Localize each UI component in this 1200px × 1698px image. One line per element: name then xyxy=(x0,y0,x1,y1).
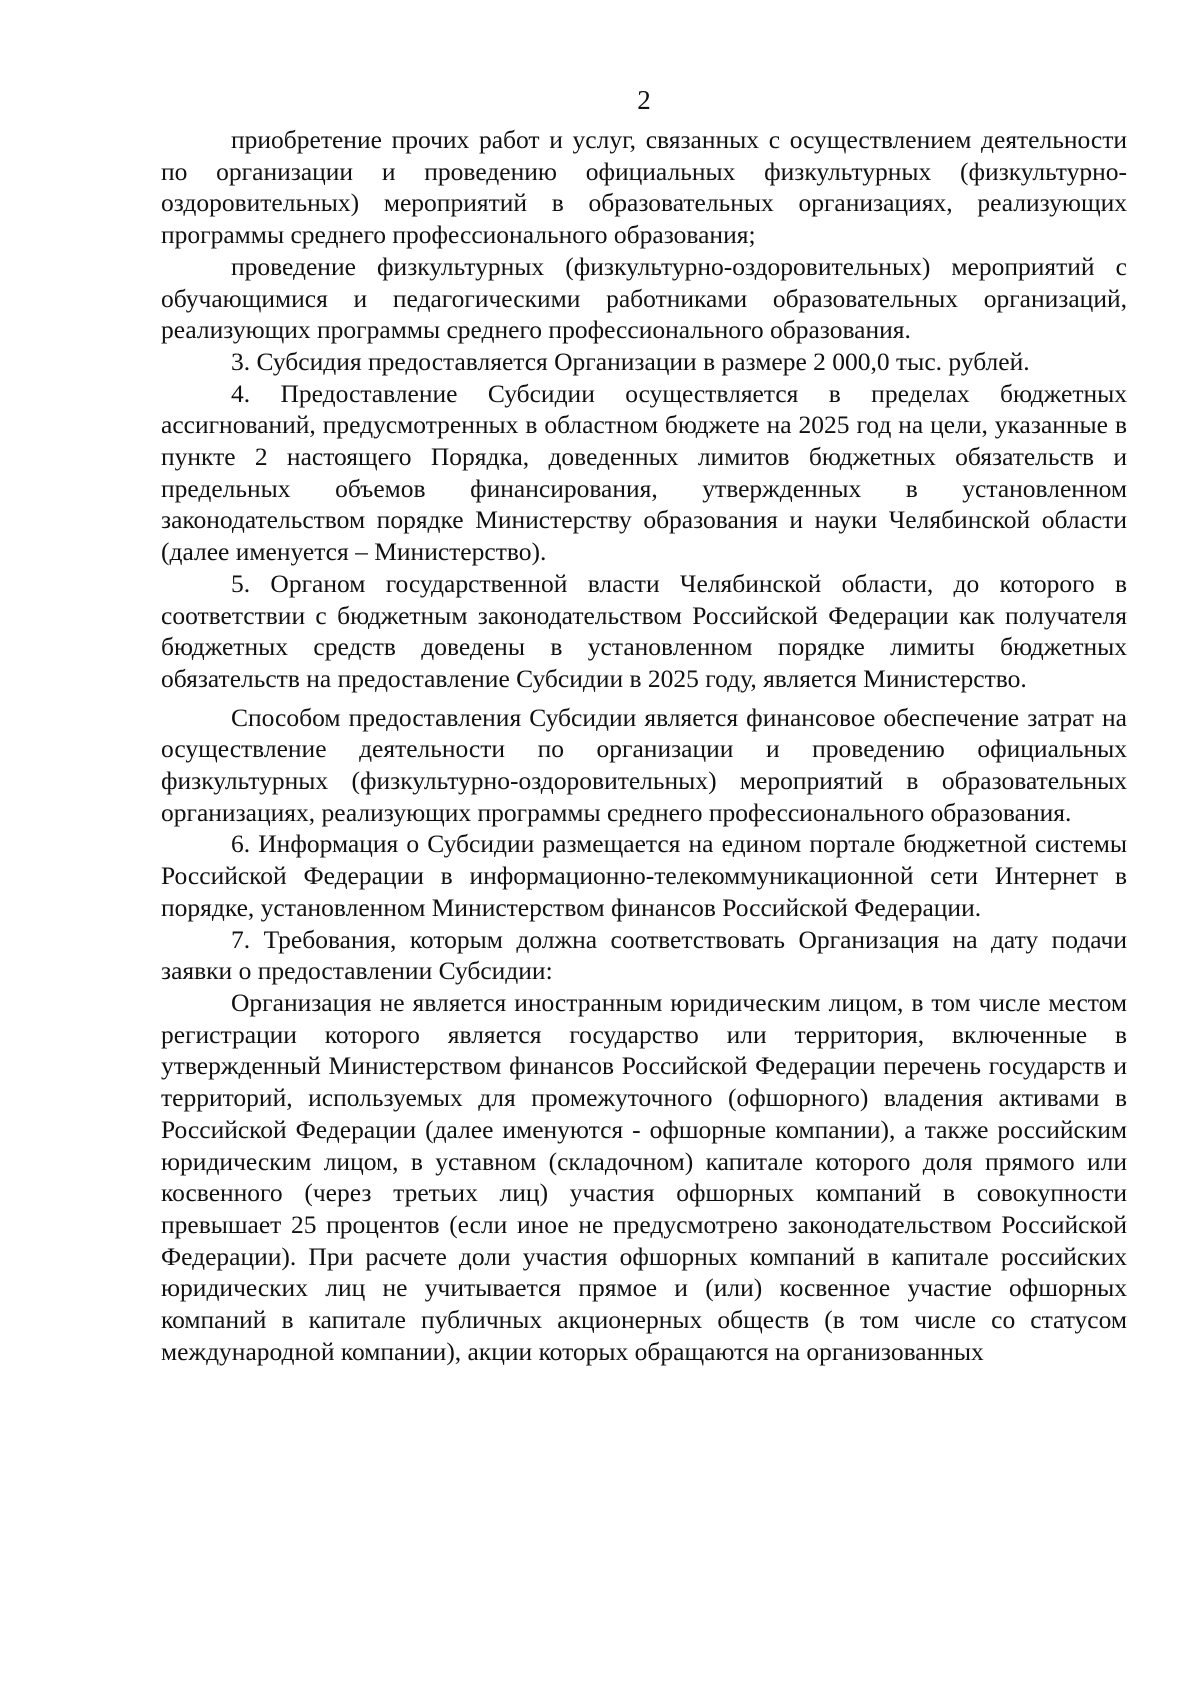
paragraph-7-requirements: 7. Требования, которым должна соответствовать Организация на дату подачи заявки о предоставлении Субсидии: xyxy=(161,924,1127,986)
page-number: 2 xyxy=(637,85,651,115)
paragraph-4-budget-limits: 4. Предоставление Субсидии осуществляется в пределах бюджетных ассигнований, предусмотренных в областном бюджете на 2025 год на цели, указанные в пункте 2 настоящего Порядка, доведенных лимитов бюджетных обязательств и предельных объемов финансирования, утвержденных в установленном законодательством порядке Министерству образования и науки Челябинской области (далее именуется – Министерство). xyxy=(161,378,1127,567)
paragraph-offshore-condition: Организация не является иностранным юридическим лицом, в том числе местом регистрации которого является государство или территория, включенные в утвержденный Министерством финансов Российской Федерации перечень государств и территорий, используемых для промежуточного (офшорного) владения активами в Российской Федерации (далее именуются - офшорные компании), а также российским юридическим лицом, в уставном (складочном) капитале которого доля прямого или косвенного (через третьих лиц) участия офшорных компаний в совокупности превышает 25 процентов (если иное не предусмотрено законодательством Российской Федерации). При расчете доли участия офшорных компаний в капитале российских юридических лиц не учитывается прямое и (или) косвенное участие офшорных компаний в капитале публичных акционерных обществ (в том числе со статусом международной компании), акции которых обращаются на организованных xyxy=(161,987,1127,1366)
document-body xyxy=(161,124,1127,1367)
paragraph-5-authority: 5. Органом государственной власти Челябинской области, до которого в соответствии с бюджетным законодательством Российской Федерации как получателя бюджетных средств доведены в установленном порядке лимиты бюджетных обязательств на предоставление Субсидии в 2025 году, является Министерство. xyxy=(161,568,1127,693)
paragraph-conduct-events: проведение физкультурных (физкультурно-оздоровительных) мероприятий с обучающимися и педагогическими работниками образовательных организаций, реализующих программы среднего профессионального образования. xyxy=(161,251,1127,345)
paragraph-purchase-services: приобретение прочих работ и услуг, связанных с осуществлением деятельности по организации и проведению официальных физкультурных (физкультурно-оздоровительных) мероприятий в образовательных организациях, реализующих программы среднего профессионального образования; xyxy=(161,125,1127,250)
paragraph-6-information: 6. Информация о Субсидии размещается на едином портале бюджетной системы Российской Федерации в информационно-телекоммуникационной сети Интернет в порядке, установленном Министерством финансов Российской Федерации. xyxy=(161,829,1127,922)
paragraph-3-subsidy-amount: 3. Субсидия предоставляется Организации в размере 2 000,0 тыс. рублей. xyxy=(231,346,1030,376)
paragraph-method-of-provision: Способом предоставления Субсидии является финансовое обеспечение затрат на осуществление деятельности по организации и проведению официальных физкультурных (физкультурно-оздоровительных) мероприятий в образовательных организациях, реализующих программы среднего профессионального образования. xyxy=(161,702,1127,827)
